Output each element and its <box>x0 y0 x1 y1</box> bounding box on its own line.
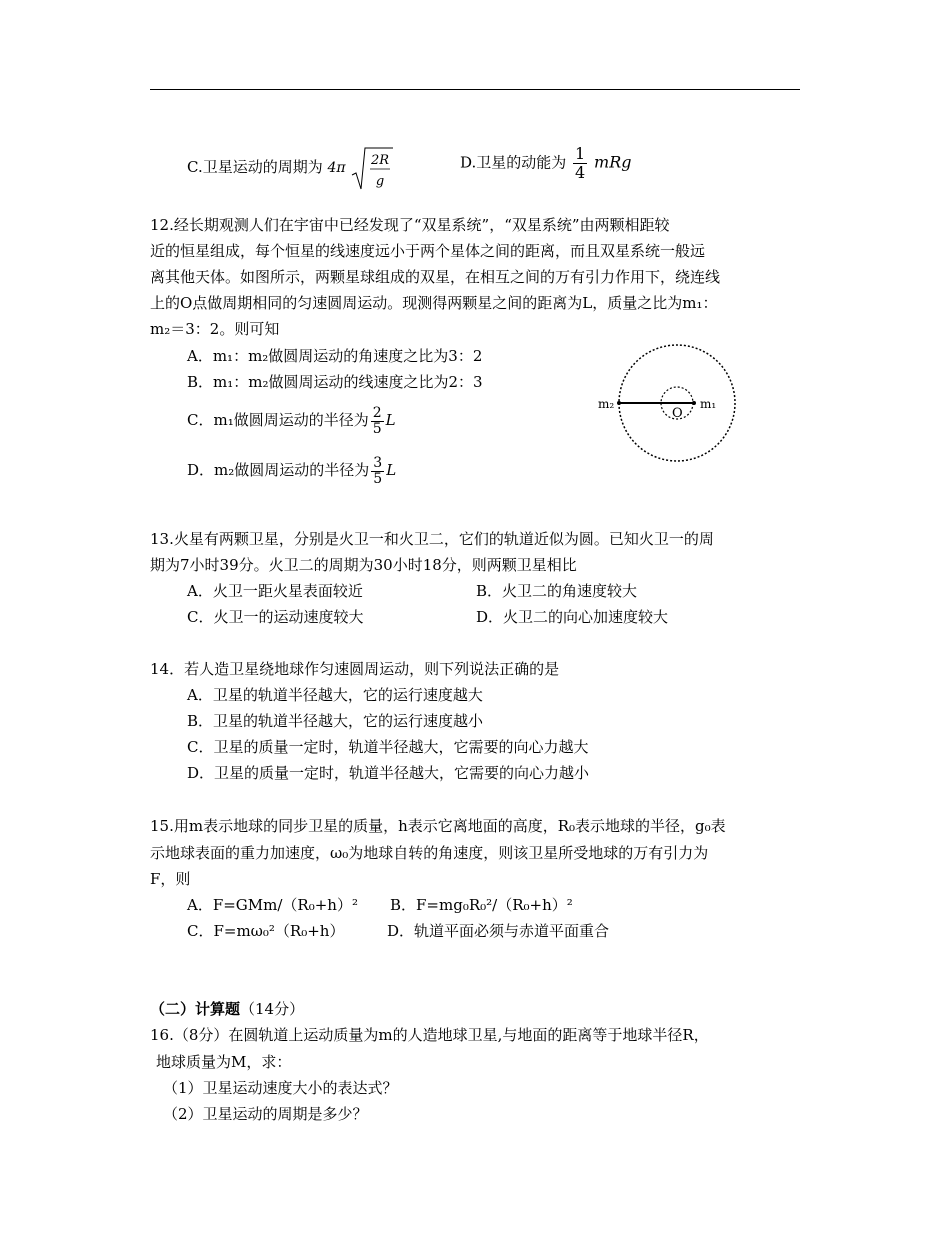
q15-option-d: D．轨道平面必须与赤道平面重合 <box>387 922 610 940</box>
q15-line3: F，则 <box>150 870 191 888</box>
q12-c-fraction <box>371 406 384 437</box>
q11-c-coef: 4π <box>327 160 346 176</box>
q12-line2: 近的恒星组成，每个恒星的线速度远小于两个星体之间的距离，而且双星系统一般远 <box>150 242 706 260</box>
q11-option-c <box>187 145 394 191</box>
q13-line2: 期为7小时39分。火卫二的周期为30小时18分，则两颗卫星相比 <box>150 556 577 574</box>
m2-star <box>617 401 621 405</box>
binary-star-diagram <box>590 340 750 470</box>
q11-d-fraction <box>573 145 587 182</box>
q14-option-d: D．卫星的质量一定时，轨道半径越大，它需要的向心力越小 <box>187 764 590 782</box>
q12-c-den: 5 <box>372 420 382 437</box>
q12-option-a: A．m₁：m₂做圆周运动的角速度之比为3：2 <box>187 347 483 365</box>
q11-d-text: D.卫星的动能为 <box>460 153 567 172</box>
q12-line4: 上的O点做周期相同的匀速圆周运动。现测得两颗星之间的距离为L，质量之比为m₁： <box>150 294 718 312</box>
q11-d-den: 4 <box>575 163 586 182</box>
q15-line2: 示地球表面的重力加速度，ω₀为地球自转的角速度，则该卫星所受地球的万有引力为 <box>150 844 709 862</box>
q14-option-c: C．卫星的质量一定时，轨道半径越大，它需要的向心力越大 <box>187 738 589 756</box>
q15-line1: 15.用m表示地球的同步卫星的质量，h表示它离地面的高度，R₀表示地球的半径，g₀表 <box>150 817 726 835</box>
q11-d-tail: mRg <box>594 152 632 172</box>
q12-d-text: D．m₂做圆周运动的半径为 <box>187 461 370 479</box>
q11-d-num: 1 <box>575 144 586 163</box>
header-rule <box>150 89 800 90</box>
q12-option-d <box>187 450 396 490</box>
m1-star <box>692 401 696 405</box>
q11-c-text: C.卫星运动的周期为 <box>187 158 323 176</box>
q16-line2: 地球质量为M，求： <box>156 1053 292 1071</box>
q12-d-tail: L <box>386 461 397 479</box>
q14-line1: 14．若人造卫星绕地球作匀速圆周运动，则下列说法正确的是 <box>150 660 560 678</box>
q15-option-b: B．F=mg₀R₀²/（R₀+h）² <box>390 896 573 914</box>
o-label: O <box>672 406 683 421</box>
q12-c-num: 2 <box>372 404 382 421</box>
section-heading <box>150 999 304 1019</box>
q15-option-a: A．F=GMm/（R₀+h）² <box>187 896 358 914</box>
q16-part1: （1）卫星运动速度大小的表达式？ <box>163 1079 398 1097</box>
section-title: （二）计算题 <box>150 1000 241 1018</box>
q15-option-c: C．F=mω₀²（R₀+h） <box>187 922 345 940</box>
q12-option-b: B．m₁：m₂做圆周运动的线速度之比为2：3 <box>187 373 483 391</box>
m1-label: m₁ <box>700 397 717 411</box>
q12-c-tail: L <box>385 411 396 429</box>
q11-c-den: g <box>376 174 385 189</box>
q13-line1: 13.火星有两颗卫星，分别是火卫一和火卫二，它们的轨道近似为圆。已知火卫一的周 <box>150 530 714 548</box>
q12-option-c <box>187 400 396 440</box>
q12-d-num: 3 <box>373 454 383 471</box>
q12-line3: 离其他天体。如图所示，两颗星球组成的双星，在相互之间的万有引力作用下，绕连线 <box>150 268 721 286</box>
q12-c-text: C．m₁做圆周运动的半径为 <box>187 411 369 429</box>
section-score: （14分） <box>240 1000 305 1018</box>
q16-part2: （2）卫星运动的周期是多少？ <box>163 1105 368 1123</box>
m2-label: m₂ <box>598 397 615 411</box>
q12-d-den: 5 <box>373 470 383 487</box>
q13-option-b: B．火卫二的角速度较大 <box>476 582 638 600</box>
sqrt-symbol <box>350 145 394 191</box>
q11-c-num: 2R <box>371 153 390 168</box>
q11-option-d <box>460 145 631 182</box>
q13-option-c: C．火卫一的运动速度较大 <box>187 608 364 626</box>
q12-line5: m₂＝3：2。则可知 <box>150 320 280 338</box>
q14-option-a: A．卫星的轨道半径越大，它的运行速度越大 <box>187 686 483 704</box>
q12-line1: 12.经长期观测人们在宇宙中已经发现了“双星系统”，“双星系统”由两颗相距较 <box>150 216 670 234</box>
q12-d-fraction <box>371 456 384 487</box>
q16-line1: 16.（8分）在圆轨道上运动质量为m的人造地球卫星,与地面的距离等于地球半径R， <box>150 1026 709 1044</box>
q13-option-d: D．火卫二的向心加速度较大 <box>476 608 669 626</box>
q14-option-b: B．卫星的轨道半径越大，它的运行速度越小 <box>187 712 484 730</box>
q13-option-a: A．火卫一距火星表面较近 <box>187 582 363 600</box>
